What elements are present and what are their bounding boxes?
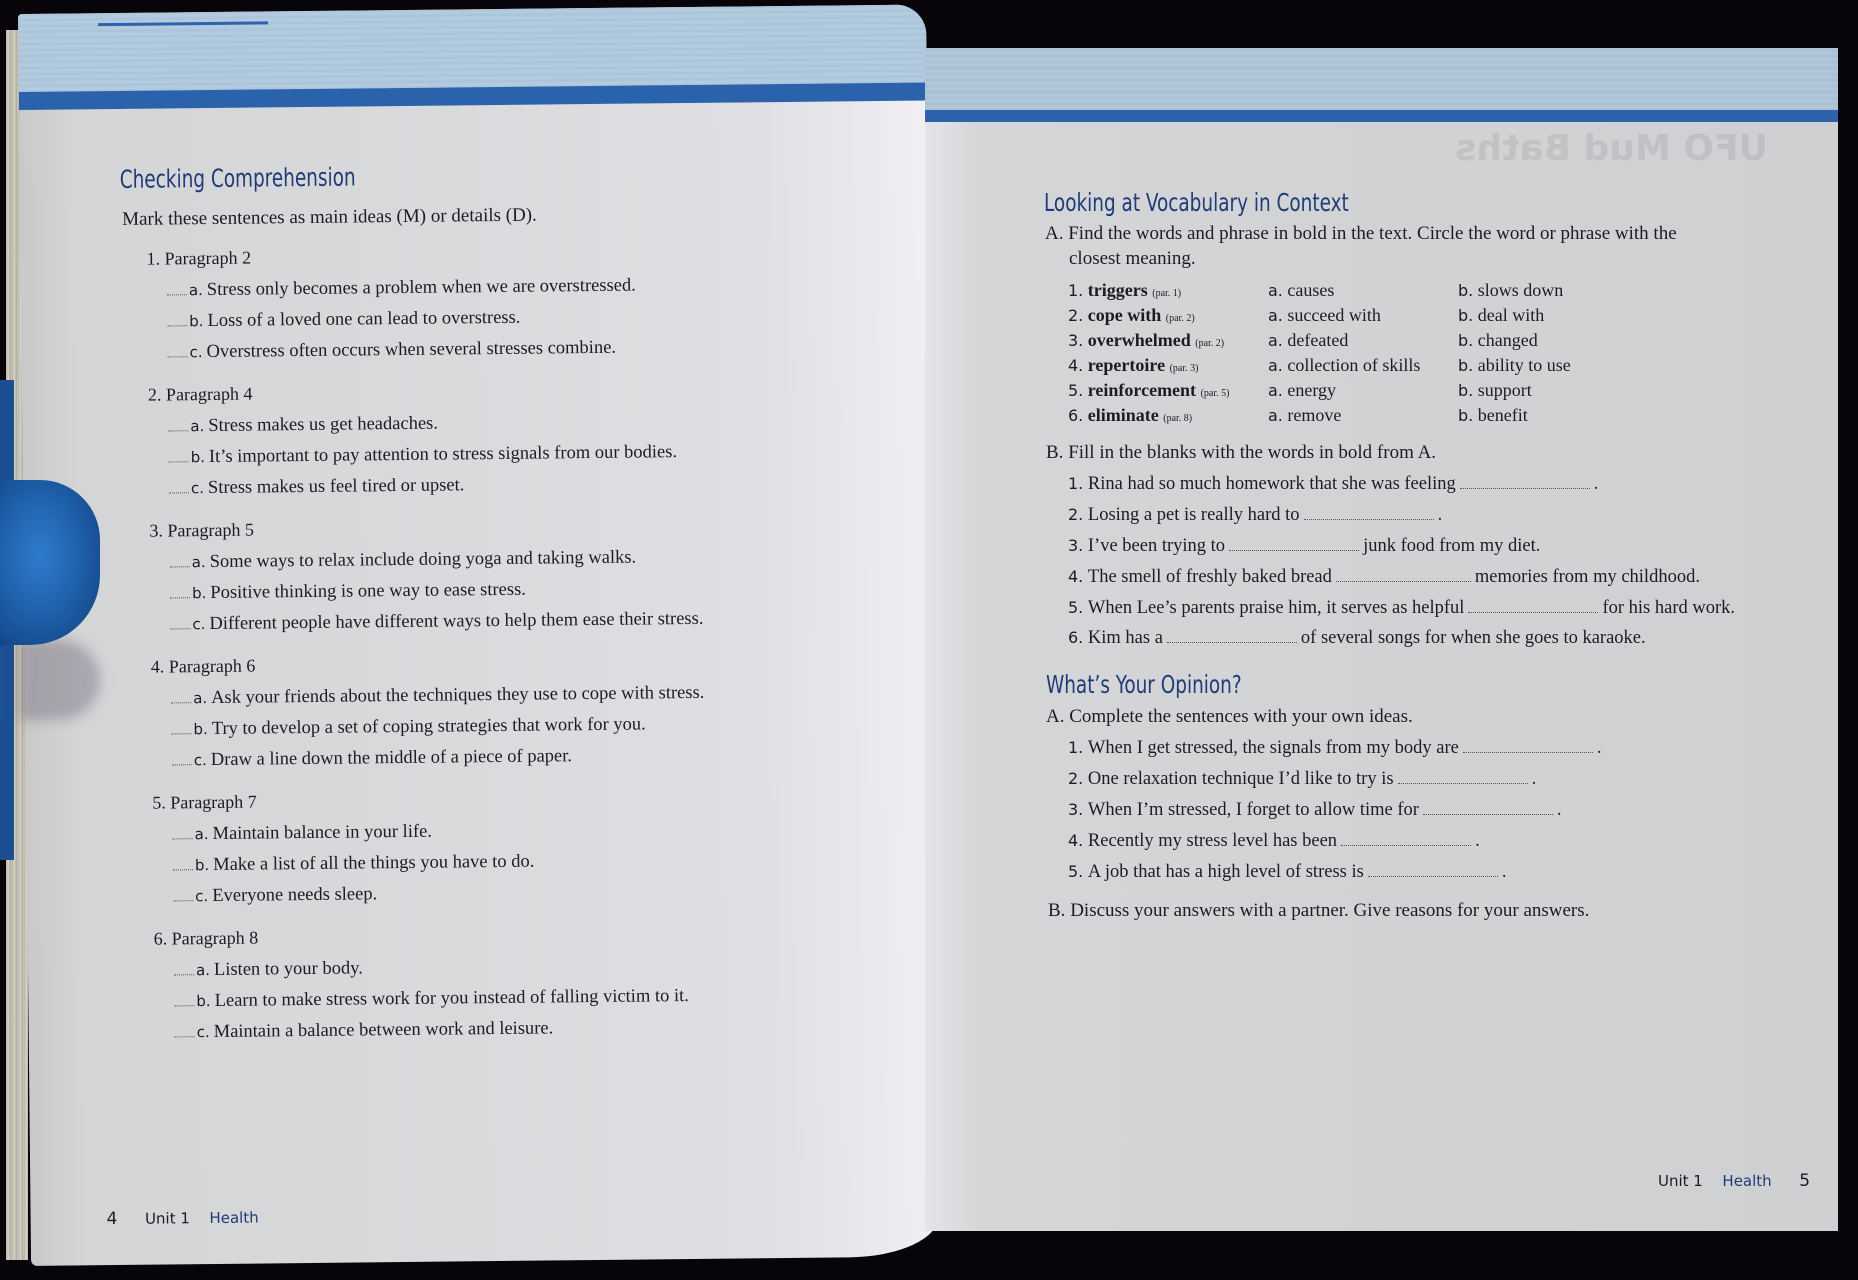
item-heading: 4. Paragraph 6 <box>150 655 256 677</box>
vocab-option-a[interactable]: a. remove <box>1268 405 1342 425</box>
sentence-row: a. Some ways to relax include doing yoga and taking walks. <box>170 548 637 574</box>
unit-label: Unit 1 <box>1658 1172 1703 1190</box>
answer-blank[interactable] <box>172 732 192 734</box>
subject-label: Health <box>209 1208 259 1228</box>
left-page <box>18 4 939 1265</box>
vocab-a-instruction: A. Find the words and phrase in bold in the text. Circle the word or phrase with the <box>1045 223 1677 244</box>
answer-blank[interactable] <box>170 627 190 629</box>
item-heading: 5. Paragraph 7 <box>152 791 257 813</box>
answer-blank[interactable] <box>168 429 188 431</box>
fill-blank-sentence: 1. Rina had so much homework that she was feeling . <box>1068 474 1599 494</box>
sentence-row: a. Listen to your body. <box>174 958 363 981</box>
vocab-option-b[interactable]: b. deal with <box>1458 305 1545 325</box>
opinion-b-instruction: B. Discuss your answers with a partner. Give reasons for your answers. <box>1048 900 1590 921</box>
item-heading: 2. Paragraph 4 <box>147 383 253 405</box>
answer-blank[interactable] <box>168 355 188 357</box>
opinion-sentence: 1. When I get stressed, the signals from my body are . <box>1068 738 1602 758</box>
instruction: Mark these sentences as main ideas (M) or details (D). <box>122 204 537 230</box>
page-footer <box>1658 1171 1810 1191</box>
fill-blank-sentence: 6. Kim has a of several songs for when she goes to karaoke. <box>1068 628 1646 648</box>
fill-blank[interactable] <box>1304 518 1434 520</box>
answer-blank[interactable] <box>173 837 193 839</box>
sentence-row: b. It’s important to pay attention to stress signals from our bodies. <box>169 442 678 468</box>
opinion-a-instruction: A. Complete the sentences with your own ideas. <box>1046 706 1413 727</box>
vocab-b-instruction: B. Fill in the blanks with the words in bold from A. <box>1046 442 1437 463</box>
sentence-row: c. Different people have different ways to help them ease their stress. <box>170 609 703 636</box>
vocab-a-instruction-cont: closest meaning. <box>1069 248 1196 269</box>
vocab-option-a[interactable]: a. energy <box>1268 380 1337 400</box>
page-number: 4 <box>106 1209 118 1230</box>
sentence-row: a. Stress only becomes a problem when we are overstressed. <box>167 276 636 302</box>
vocab-option-b[interactable]: b. ability to use <box>1458 355 1571 375</box>
fill-blank[interactable] <box>1336 580 1471 582</box>
fill-blank[interactable] <box>1463 751 1593 753</box>
vocab-row: 6. eliminate (par. 8) <box>1068 405 1193 425</box>
fill-blank[interactable] <box>1368 875 1498 877</box>
sentence-row: c. Stress makes us feel tired or upset. <box>169 475 465 499</box>
answer-blank[interactable] <box>175 1035 195 1037</box>
answer-blank[interactable] <box>173 868 193 870</box>
item-heading: 1. Paragraph 2 <box>146 247 252 269</box>
fill-blank[interactable] <box>1468 611 1598 613</box>
answer-blank[interactable] <box>172 763 192 765</box>
fill-blank[interactable] <box>1460 487 1590 489</box>
header-stripe <box>925 110 1838 122</box>
vocab-row: 3. overwhelmed (par. 2) <box>1068 330 1225 350</box>
vocab-option-a[interactable]: a. collection of skills <box>1268 355 1421 375</box>
vocab-option-b[interactable]: b. changed <box>1458 330 1538 350</box>
sentence-row: b. Try to develop a set of coping strategies that work for you. <box>171 714 645 740</box>
answer-blank[interactable] <box>173 899 193 901</box>
sentence-row: c. Everyone needs sleep. <box>173 884 377 907</box>
unit-label: Unit 1 <box>144 1209 190 1228</box>
answer-blank[interactable] <box>171 701 191 703</box>
item-heading: 6. Paragraph 8 <box>153 927 259 949</box>
item-heading: 3. Paragraph 5 <box>149 519 254 541</box>
fill-blank[interactable] <box>1423 813 1553 815</box>
answer-blank[interactable] <box>167 293 187 295</box>
vocab-option-a[interactable]: a. succeed with <box>1268 305 1381 325</box>
opinion-sentence: 4. Recently my stress level has been . <box>1068 831 1480 851</box>
sentence-row: a. Ask your friends about the techniques they use to cope with stress. <box>171 683 704 710</box>
vocab-option-b[interactable]: b. benefit <box>1458 405 1528 425</box>
header-band <box>18 4 927 92</box>
answer-blank[interactable] <box>169 491 189 493</box>
header-band <box>925 48 1838 110</box>
answer-blank[interactable] <box>169 460 189 462</box>
sentence-row: a. Stress makes us get headaches. <box>168 414 438 438</box>
right-page <box>925 48 1838 1231</box>
answer-blank[interactable] <box>174 1004 194 1006</box>
page-footer <box>107 1208 259 1230</box>
fill-blank[interactable] <box>1167 641 1297 643</box>
subject-label: Health <box>1722 1172 1772 1190</box>
bleed-through-text: UFO Mud Baths <box>1455 128 1768 169</box>
vocab-row: 1. triggers (par. 1) <box>1068 280 1182 300</box>
sentence-row: b. Make a list of all the things you have to do. <box>173 852 535 877</box>
vocab-option-a[interactable]: a. causes <box>1268 280 1335 300</box>
fill-blank-sentence: 4. The smell of freshly baked bread memories from my childhood. <box>1068 567 1700 587</box>
sentence-row: c. Draw a line down the middle of a piece of paper. <box>172 746 572 771</box>
answer-blank[interactable] <box>174 973 194 975</box>
sentence-row: b. Positive thinking is one way to ease stress. <box>170 580 526 605</box>
sentence-row: a. Maintain balance in your life. <box>172 822 432 846</box>
fill-blank[interactable] <box>1398 782 1528 784</box>
vocab-section-title: Looking at Vocabulary in Context <box>1044 188 1349 217</box>
answer-blank[interactable] <box>170 596 190 598</box>
page-number: 5 <box>1799 1171 1811 1191</box>
fill-blank-sentence: 2. Losing a pet is really hard to . <box>1068 505 1443 525</box>
fill-blank[interactable] <box>1229 549 1359 551</box>
answer-blank[interactable] <box>167 324 187 326</box>
opinion-sentence: 3. When I’m stressed, I forget to allow time for . <box>1068 800 1562 820</box>
opinion-section-title: What’s Your Opinion? <box>1046 670 1242 699</box>
vocab-row: 5. reinforcement (par. 5) <box>1068 380 1230 400</box>
opinion-sentence: 2. One relaxation technique I’d like to try is . <box>1068 769 1537 789</box>
vocab-option-a[interactable]: a. defeated <box>1268 330 1349 350</box>
vocab-row: 4. repertoire (par. 3) <box>1068 355 1199 375</box>
section-title: Checking Comprehension <box>119 162 356 194</box>
fill-blank-sentence: 3. I’ve been trying to junk food from my diet. <box>1068 536 1541 556</box>
fill-blank[interactable] <box>1341 844 1471 846</box>
glove-shadow <box>20 640 100 720</box>
sentence-row: c. Overstress often occurs when several stresses combine. <box>167 338 616 364</box>
opinion-sentence: 5. A job that has a high level of stress is . <box>1068 862 1507 882</box>
vocab-option-b[interactable]: b. slows down <box>1458 280 1564 300</box>
sentence-row: b. Learn to make stress work for you instead of falling victim to it. <box>174 986 689 1012</box>
sentence-row: c. Maintain a balance between work and leisure. <box>175 1018 554 1043</box>
answer-blank[interactable] <box>170 565 190 567</box>
vocab-option-b[interactable]: b. support <box>1458 380 1532 400</box>
fill-blank-sentence: 5. When Lee’s parents praise him, it serves as helpful for his hard work. <box>1068 598 1736 618</box>
sentence-row: b. Loss of a loved one can lead to overstress. <box>167 308 520 333</box>
vocab-row: 2. cope with (par. 2) <box>1068 305 1195 325</box>
